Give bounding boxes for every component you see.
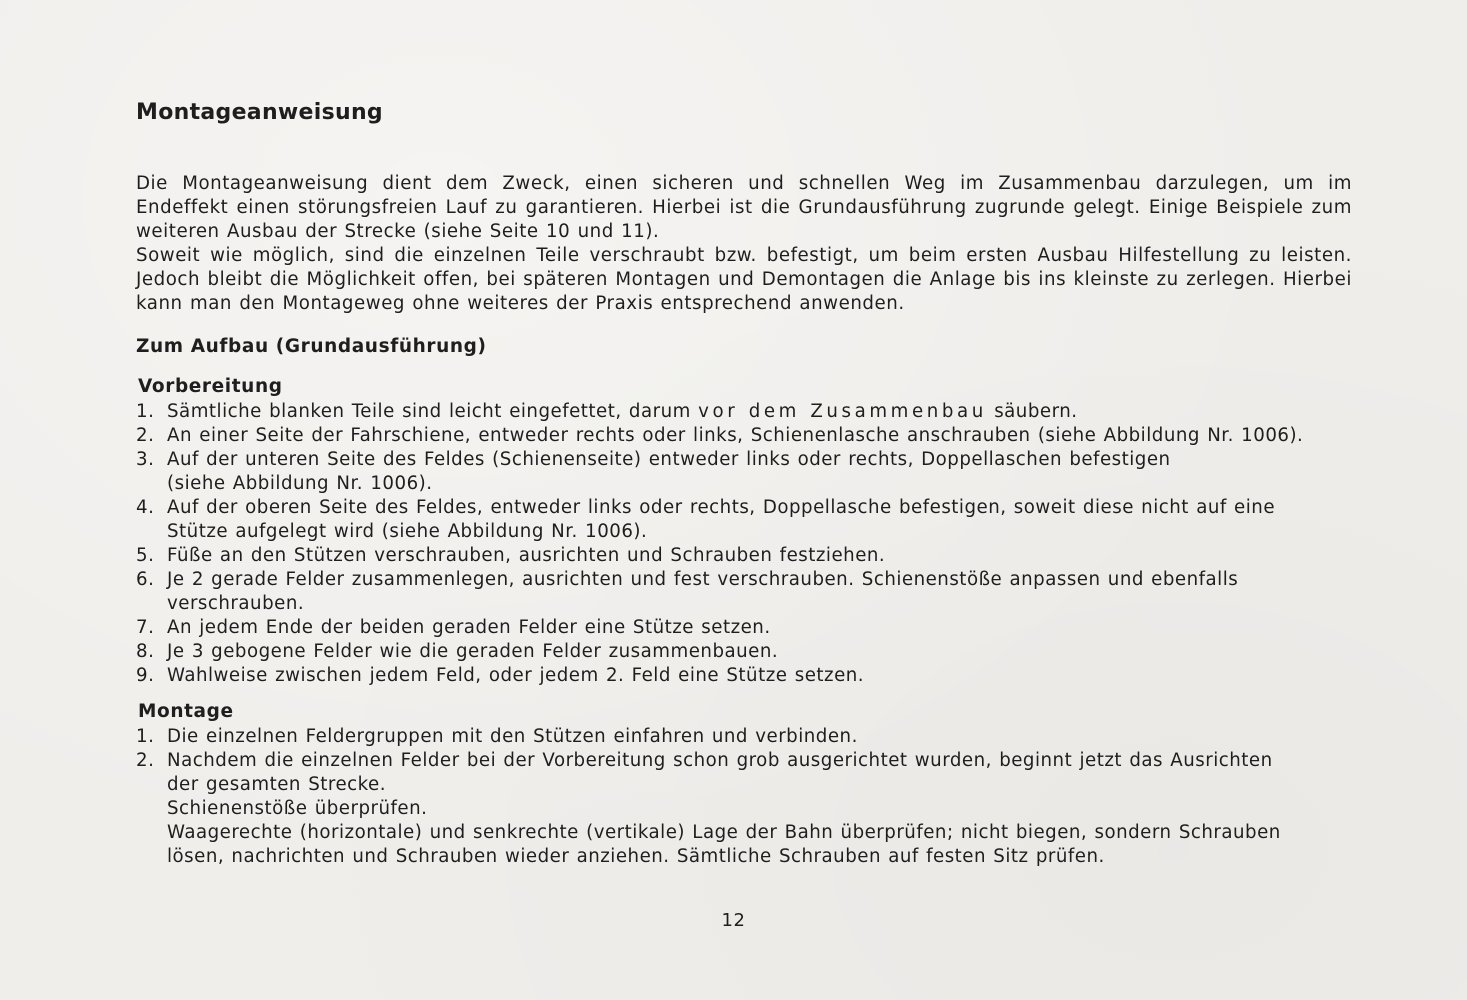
emphasized-text: vor dem Zusammenbau <box>698 401 987 422</box>
section-heading: Zum Aufbau (Grundausführung) <box>136 336 487 357</box>
list-item <box>136 448 1352 496</box>
intro-paragraph-1: Die Montageanweisung dient dem Zweck, einen sicheren und schnellen Weg im Zusammenbau darzulegen, um im Endeffekt einen störungsfreien Lauf zu garantieren. Hierbei ist die Grundausführung zugrunde gelegt. Einige Beispiele zum weiteren Ausbau der Strecke (siehe Seite 10 und 11). <box>136 173 1352 242</box>
item-text: Waagerechte (horizontale) und senkrechte (vertikale) Lage der Bahn überprüfen; nicht biegen, sondern Schrauben <box>167 822 1281 843</box>
montage-heading: Montage <box>138 701 234 722</box>
intro-text <box>136 172 1352 316</box>
item-number: 3. <box>136 449 155 470</box>
list-item <box>136 400 1352 424</box>
list-item <box>136 616 1352 640</box>
montage-list <box>136 725 1352 869</box>
item-text-part: säubern. <box>986 401 1078 422</box>
item-text: (siehe Abbildung Nr. 1006). <box>167 473 433 494</box>
list-item <box>136 749 1352 869</box>
item-text: Die einzelnen Feldergruppen mit den Stützen einfahren und verbinden. <box>167 726 858 747</box>
list-item <box>136 640 1352 664</box>
item-text: Auf der unteren Seite des Feldes (Schienenseite) entweder links oder rechts, Doppellaschen befestigen <box>167 449 1171 470</box>
list-item <box>136 664 1352 688</box>
item-number: 9. <box>136 665 155 686</box>
item-text: Wahlweise zwischen jedem Feld, oder jedem 2. Feld eine Stütze setzen. <box>167 665 865 686</box>
list-item <box>136 544 1352 568</box>
item-number: 7. <box>136 617 155 638</box>
item-text: der gesamten Strecke. <box>167 774 386 795</box>
page-content <box>136 98 1352 869</box>
item-text: Stütze aufgelegt wird (siehe Abbildung Nr. 1006). <box>167 521 648 542</box>
item-number: 2. <box>136 750 155 771</box>
list-item <box>136 568 1352 616</box>
vorbereitung-heading: Vorbereitung <box>138 376 283 397</box>
page-title: Montageanweisung <box>136 100 383 125</box>
list-item <box>136 424 1352 448</box>
item-text: Je 2 gerade Felder zusammenlegen, ausrichten und fest verschrauben. Schienenstöße anpassen und ebenfalls <box>167 569 1239 590</box>
item-text: Je 3 gebogene Felder wie die geraden Felder zusammenbauen. <box>167 641 779 662</box>
item-number: 1. <box>136 401 155 422</box>
item-text: Auf der oberen Seite des Feldes, entweder links oder rechts, Doppellasche befestigen, soweit diese nicht auf eine <box>167 497 1276 518</box>
item-text: Schienenstöße überprüfen. <box>167 798 428 819</box>
item-text: An jedem Ende der beiden geraden Felder eine Stütze setzen. <box>167 617 771 638</box>
item-number: 2. <box>136 425 155 446</box>
item-text: Füße an den Stützen verschrauben, ausrichten und Schrauben festziehen. <box>167 545 886 566</box>
vorbereitung-list <box>136 400 1352 688</box>
item-text: lösen, nachrichten und Schrauben wieder anziehen. Sämtliche Schrauben auf festen Sitz prüfen. <box>167 846 1105 867</box>
item-number: 1. <box>136 726 155 747</box>
list-item <box>136 725 1352 749</box>
item-number: 5. <box>136 545 155 566</box>
item-text: verschrauben. <box>167 593 305 614</box>
item-number: 4. <box>136 497 155 518</box>
item-number: 8. <box>136 641 155 662</box>
item-text: An einer Seite der Fahrschiene, entweder rechts oder links, Schienenlasche anschrauben (siehe Abbildung Nr. 1006). <box>167 425 1304 446</box>
item-text-part: Sämtliche blanken Teile sind leicht eingefettet, darum <box>167 401 699 422</box>
page-number: 12 <box>721 910 746 931</box>
item-text <box>167 400 1352 424</box>
list-item <box>136 496 1352 544</box>
intro-paragraph-2: Soweit wie möglich, sind die einzelnen Teile verschraubt bzw. befestigt, um beim ersten Ausbau Hilfestellung zu leisten. Jedoch bleibt die Möglichkeit offen, bei späteren Montagen und Demontagen die Anlage bis ins kleinste zu zerlegen. Hierbei kann man den Montageweg ohne weiteres der Praxis entsprechend anwenden. <box>136 245 1352 314</box>
item-text: Nachdem die einzelnen Felder bei der Vorbereitung schon grob ausgerichtet wurden, beginnt jetzt das Ausrichten <box>167 750 1273 771</box>
item-number: 6. <box>136 569 155 590</box>
